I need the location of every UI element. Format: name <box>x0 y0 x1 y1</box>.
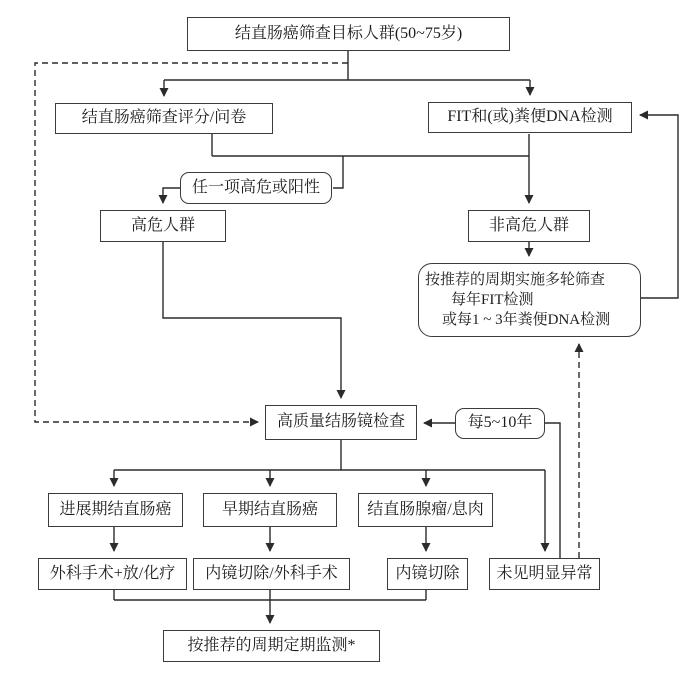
connector-noabnormal-to-every510 <box>545 423 560 558</box>
node-periodic-monitoring: 按推荐的周期定期监测* <box>163 630 380 662</box>
arrow-decision-to-highrisk <box>163 188 180 203</box>
node-fit-stool-dna-test: FIT和(或)粪便DNA检测 <box>428 102 632 133</box>
arrow-multiround-to-fit <box>640 115 678 298</box>
node-no-abnormality: 未见明显异常 <box>489 558 600 590</box>
node-early-crc: 早期结直肠癌 <box>203 493 337 527</box>
node-adenoma-polyp: 结直肠腺瘤/息肉 <box>358 493 493 527</box>
node-every-5-10-years: 每5~10年 <box>455 408 545 439</box>
node-advanced-crc: 进展期结直肠癌 <box>48 493 183 527</box>
solid-connectors <box>114 51 678 623</box>
multi-round-line-2: 每年FIT检测 <box>451 291 534 308</box>
connector-decision-stub <box>333 156 343 188</box>
node-multi-round-screening <box>418 263 641 337</box>
node-decision-any-positive: 任一项高危或阳性 <box>180 172 332 204</box>
node-risk-score-questionnaire: 结直肠癌筛查评分/问卷 <box>55 103 273 134</box>
node-target-population: 结直肠癌筛查目标人群(50~75岁) <box>187 17 510 51</box>
multi-round-line-1: 按推荐的周期实施多轮筛查 <box>425 271 606 288</box>
multi-round-line-3: 或每1 ~ 3年粪便DNA检测 <box>442 312 611 329</box>
node-endoscopic-resection-or-surgery: 内镜切除/外科手术 <box>193 558 350 590</box>
arrow-highrisk-to-colonoscopy <box>163 242 341 398</box>
node-non-high-risk-group: 非高危人群 <box>468 210 590 242</box>
node-surgery-radiochemo: 外科手术+放/化疗 <box>38 558 187 590</box>
node-endoscopic-resection: 内镜切除 <box>387 558 468 590</box>
node-high-risk-group: 高危人群 <box>100 210 226 242</box>
node-high-quality-colonoscopy: 高质量结肠镜检查 <box>265 405 417 440</box>
